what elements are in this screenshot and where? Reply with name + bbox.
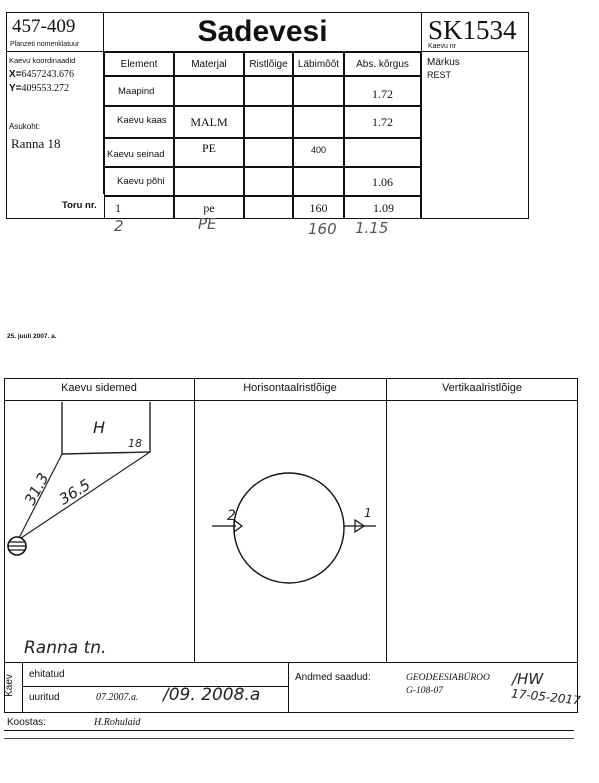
row-material: MALM — [174, 106, 244, 138]
building-label: H — [93, 418, 106, 437]
row-cross — [244, 76, 293, 106]
col-header-diameter: Läbimõõt — [293, 52, 344, 76]
location-caption: Asukoht: — [9, 122, 41, 131]
remarks-box — [421, 52, 529, 219]
office-code: G-108-07 — [406, 686, 443, 696]
footer-side-divider — [22, 663, 23, 713]
ties-sketch — [4, 400, 194, 663]
row-diameter — [293, 167, 344, 196]
handwritten-pipe-number: 2 — [114, 217, 124, 235]
row-element: Maapind — [104, 76, 174, 106]
pipe-number: 1 — [104, 196, 174, 219]
row-height: 1.72 — [344, 106, 421, 138]
pipe-material: pe — [174, 196, 244, 219]
row-diameter — [293, 106, 344, 138]
row-material — [174, 76, 244, 106]
pipe-in-label: 2 — [227, 508, 236, 524]
surveyed-value: 07.2007.a. — [96, 692, 139, 703]
stamp-date: 17-05-2017 — [510, 686, 582, 708]
footer-frame — [4, 663, 578, 713]
bottom-rule — [4, 730, 574, 731]
sheet-number-caption: Planzeti nomenklatuur — [10, 41, 80, 48]
row-material: PE — [174, 138, 244, 167]
remarks-caption: Märkus — [427, 57, 460, 68]
row-material — [174, 167, 244, 196]
panel-title-horizontal: Horisontaalristlõige — [243, 382, 337, 394]
coord-y-label: Y= — [9, 83, 22, 94]
row-cross — [244, 138, 293, 167]
location-value: Ranna 18 — [11, 136, 61, 151]
row-diameter — [293, 76, 344, 106]
corner-label: 18 — [128, 437, 142, 450]
coord-x — [9, 69, 74, 80]
stamp-initials: /HW — [512, 670, 544, 688]
col-header-element: Element — [104, 52, 174, 76]
horizontal-section — [194, 400, 386, 663]
pipe-cross — [244, 196, 293, 219]
sheet-number-box — [6, 12, 104, 52]
bottom-rule-2 — [4, 738, 574, 739]
col-header-cross: Ristlõige — [244, 52, 293, 76]
coords-caption: Kaevu koordinaadid — [9, 56, 76, 65]
coord-x-value: 6457243.676 — [21, 69, 75, 80]
street-label: Ranna tn. — [24, 638, 107, 658]
surveyed-label: uuritud — [29, 692, 60, 703]
built-label: ehitatud — [29, 669, 65, 680]
pipe-out-label: 1 — [364, 506, 372, 520]
data-from-label: Andmed saadud: — [295, 672, 371, 683]
compiled-label: Koostas: — [7, 717, 46, 728]
pipe-height: 1.09 — [344, 196, 421, 219]
row-element: Kaevu seinad — [104, 138, 174, 167]
page-title: Sadevesi — [197, 15, 328, 48]
handwritten-pipe-material: PE — [198, 215, 217, 233]
row-element: Kaevu kaas — [104, 106, 174, 138]
footer-side-label: Kaev — [3, 674, 15, 697]
col-header-height: Abs. kõrgus — [344, 52, 421, 76]
sheet-number: 457-409 — [12, 16, 76, 37]
compiled-by: H.Rohulaid — [94, 717, 141, 728]
well-number: SK1534 — [428, 15, 517, 45]
panel-title-ties: Kaevu sidemed — [61, 382, 137, 394]
coord-y — [9, 83, 69, 94]
row-height: 1.06 — [344, 167, 421, 196]
handwritten-pipe-diameter: 160 — [308, 220, 337, 238]
handwritten-pipe-height: 1.15 — [355, 219, 389, 237]
dist-left-label: 31.3 — [20, 470, 53, 508]
panel-divider-2 — [386, 378, 387, 663]
coord-y-value: 409553.272 — [21, 83, 70, 94]
office-name: GEODEESIABÜROO — [406, 673, 490, 683]
panel-title-vertical: Vertikaalristlõige — [441, 382, 523, 394]
pipe-diameter: 160 — [293, 196, 344, 219]
row-height — [344, 138, 421, 167]
row-diameter: 400 — [293, 138, 344, 167]
well-circle — [234, 473, 344, 583]
footer-col-divider — [288, 663, 289, 713]
row-height: 1.72 — [344, 76, 421, 106]
surveyed-handwritten: /09. 2008.a — [163, 685, 261, 705]
coords-box — [6, 52, 104, 194]
document-date: 25. juuli 2007. a. — [7, 333, 57, 340]
pipe-label: Toru nr. — [62, 200, 97, 211]
element-table — [104, 52, 421, 219]
title-box — [104, 12, 421, 52]
row-element: Kaevu põhi — [104, 167, 174, 196]
row-cross — [244, 167, 293, 196]
row-cross — [244, 106, 293, 138]
well-number-caption: Kaevu nr — [428, 43, 457, 50]
remarks-value: REST — [427, 70, 452, 80]
coord-x-label: X= — [9, 69, 22, 80]
dist-right-label: 36.5 — [55, 475, 94, 509]
well-number-box — [421, 12, 529, 52]
col-header-material: Materjal — [174, 52, 244, 76]
